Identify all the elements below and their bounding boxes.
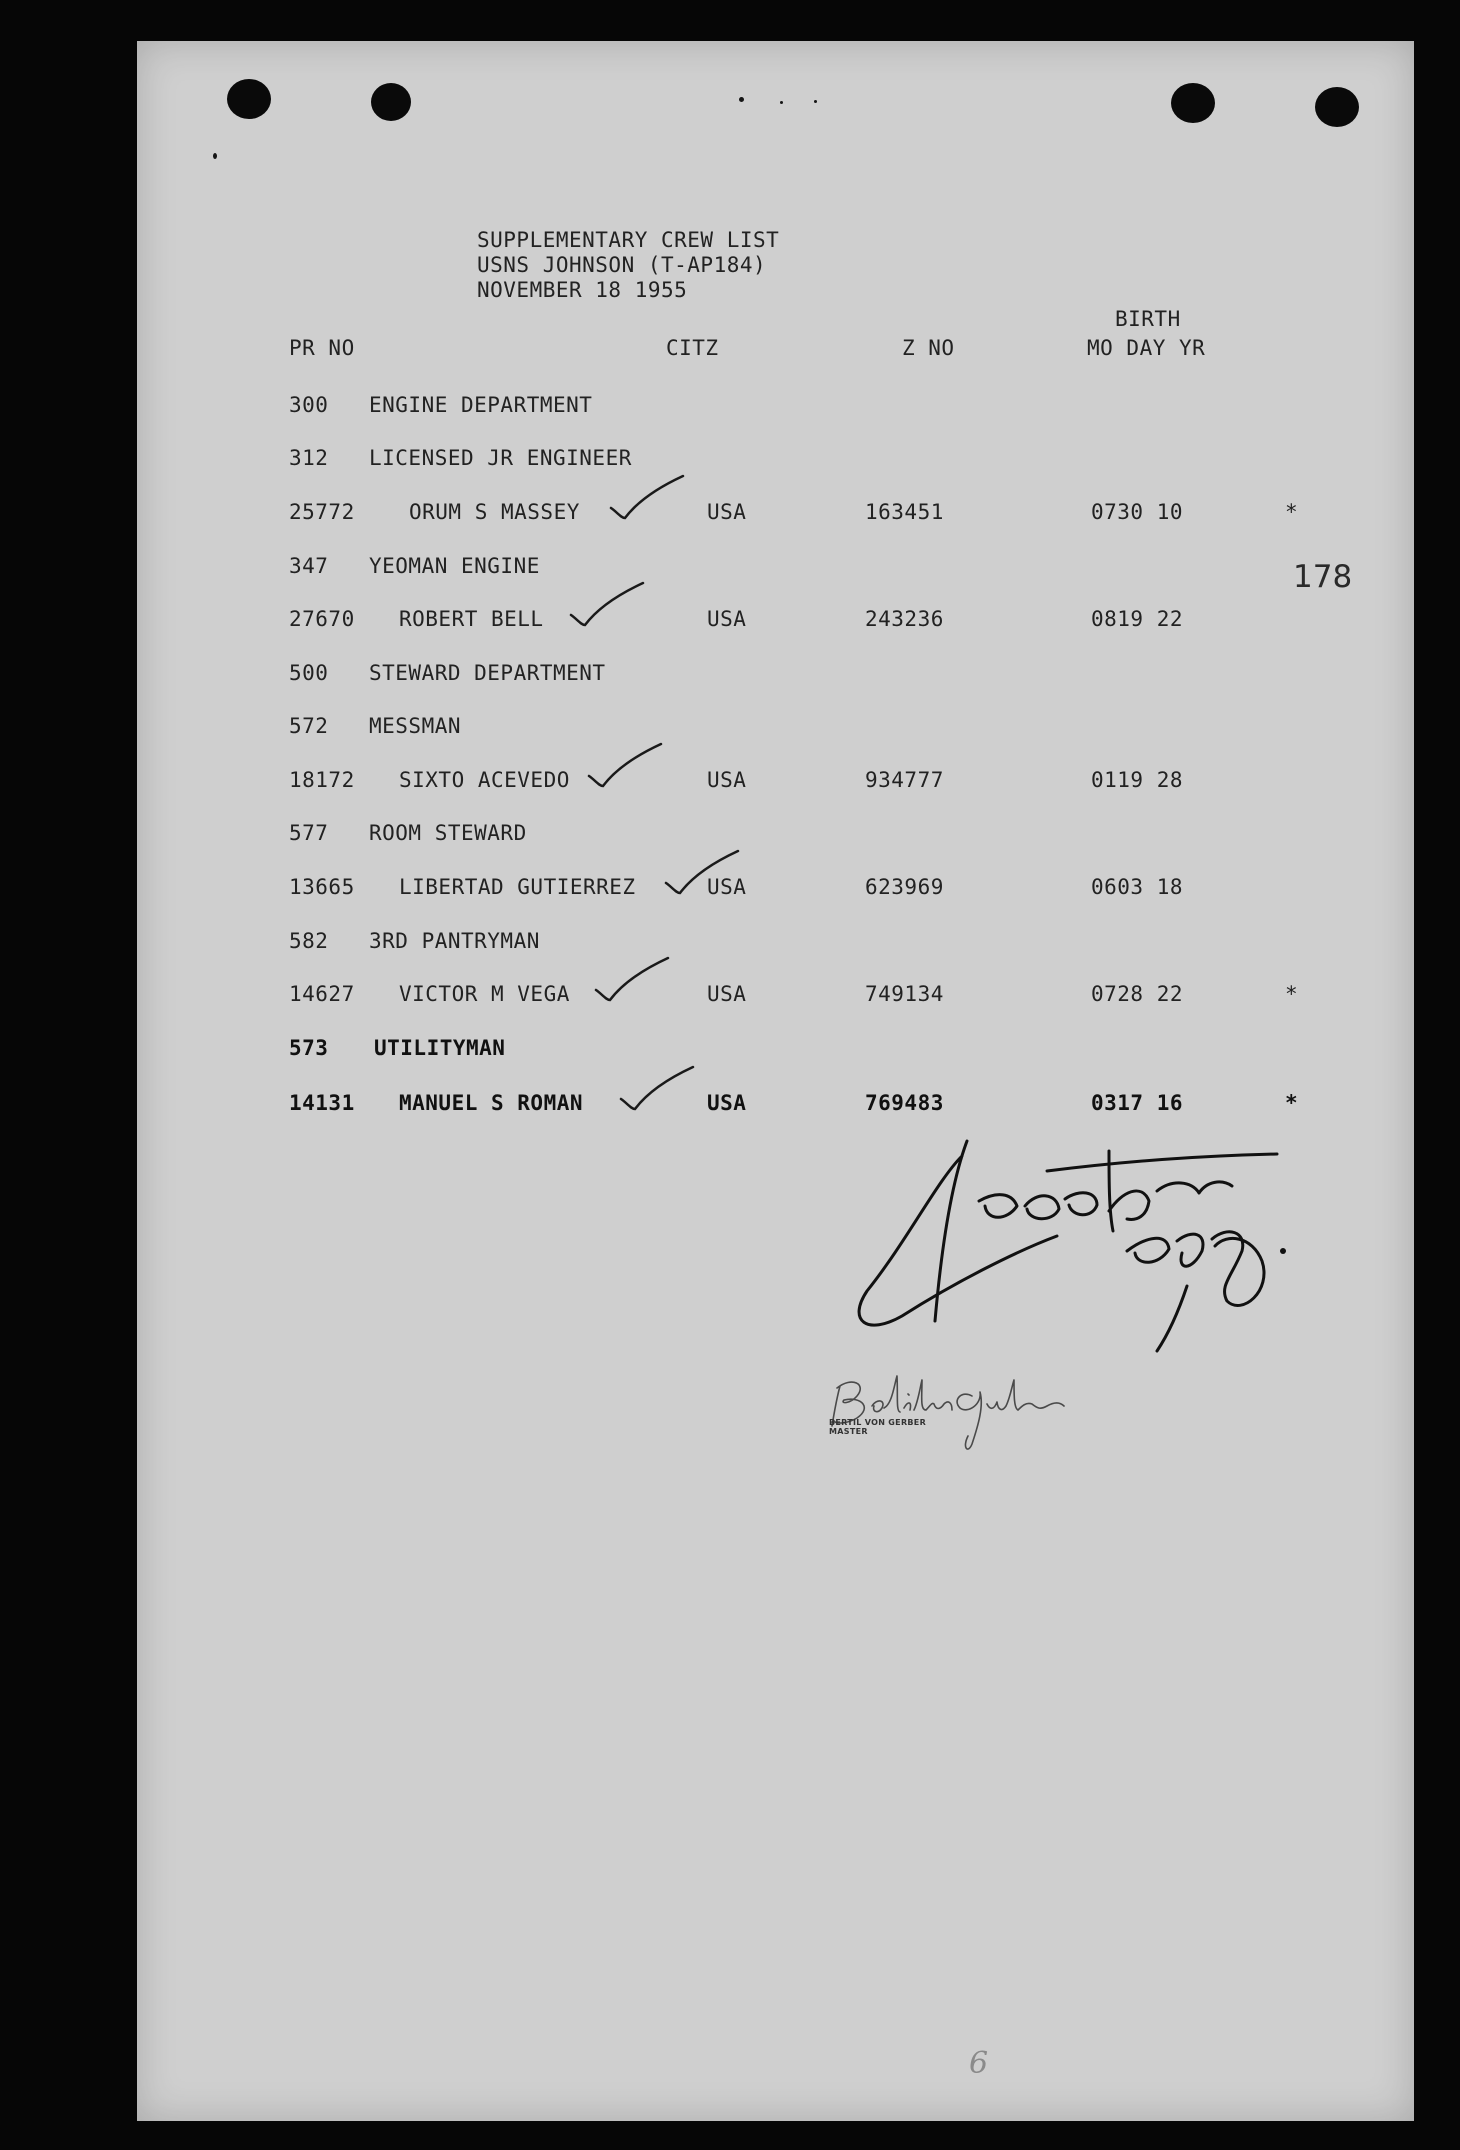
crew-star-mark: *: [1285, 1091, 1299, 1115]
crew-birth-date: 0730 10: [1091, 500, 1184, 524]
section-label: 3RD PANTRYMAN: [369, 929, 540, 953]
document-page: [137, 41, 1414, 2121]
crew-z-number: 749134: [865, 982, 944, 1006]
crew-citizenship: USA: [707, 1091, 747, 1115]
crew-star-mark: *: [1285, 500, 1299, 524]
speck: [213, 153, 217, 159]
crew-name: SIXTO ACEVEDO: [399, 768, 570, 792]
crew-name: VICTOR M VEGA: [399, 982, 570, 1006]
section-label: MESSMAN: [369, 714, 462, 738]
crew-z-number: 623969: [865, 875, 944, 899]
section-label: ENGINE DEPARTMENT: [369, 393, 593, 417]
section-code: 500: [289, 661, 329, 685]
page-number: 6: [969, 2046, 989, 2081]
section-label: UTILITYMAN: [374, 1036, 506, 1060]
title-line-1: SUPPLEMENTARY CREW LIST: [477, 228, 780, 252]
crew-z-number: 769483: [865, 1091, 944, 1115]
crew-citizenship: USA: [707, 500, 747, 524]
title-line-3: NOVEMBER 18 1955: [477, 278, 688, 302]
check-mark: [585, 740, 665, 790]
crew-citizenship: USA: [707, 982, 747, 1006]
master-printed-name: [829, 1418, 926, 1436]
crew-birth-date: 0603 18: [1091, 875, 1184, 899]
crew-citizenship: USA: [707, 875, 747, 899]
title-line-2: USNS JOHNSON (T-AP184): [477, 253, 767, 277]
punch-hole-2: [371, 83, 411, 121]
section-code: 577: [289, 821, 329, 845]
crew-citizenship: USA: [707, 607, 747, 631]
section-label: ROOM STEWARD: [369, 821, 527, 845]
crew-birth-date: 0317 16: [1091, 1091, 1184, 1115]
header-citz: CITZ: [666, 336, 719, 360]
crew-pr-number: 25772: [289, 500, 355, 524]
crew-pr-number: 18172: [289, 768, 355, 792]
section-code: 572: [289, 714, 329, 738]
section-label: STEWARD DEPARTMENT: [369, 661, 606, 685]
section-label: LICENSED JR ENGINEER: [369, 446, 632, 470]
header-pr-no: PR NO: [289, 336, 355, 360]
section-code: 582: [289, 929, 329, 953]
master-title-text: MASTER: [829, 1427, 868, 1436]
speck: [814, 100, 817, 103]
header-birth: BIRTH: [1115, 307, 1181, 331]
section-code: 312: [289, 446, 329, 470]
check-mark: [567, 579, 647, 629]
crew-name: MANUEL S ROMAN: [399, 1091, 584, 1115]
crew-name: ROBERT BELL: [399, 607, 544, 631]
crew-z-number: 163451: [865, 500, 944, 524]
speck: [739, 97, 744, 102]
handwritten-signature: [847, 1121, 1287, 1381]
crew-pr-number: 14131: [289, 1091, 355, 1115]
section-code: 300: [289, 393, 329, 417]
crew-z-number: 934777: [865, 768, 944, 792]
section-code: 347: [289, 554, 329, 578]
crew-pr-number: 27670: [289, 607, 355, 631]
master-signature: [822, 1366, 1092, 1466]
crew-pr-number: 13665: [289, 875, 355, 899]
master-name-text: BERTIL VON GERBER: [829, 1418, 927, 1427]
crew-birth-date: 0119 28: [1091, 768, 1184, 792]
crew-birth-date: 0728 22: [1091, 982, 1184, 1006]
header-birth-sub: MO DAY YR: [1087, 336, 1206, 360]
punch-hole-1: [227, 79, 271, 119]
crew-star-mark: *: [1285, 982, 1299, 1006]
punch-hole-4: [1315, 87, 1359, 127]
crew-z-number: 243236: [865, 607, 944, 631]
punch-hole-3: [1171, 83, 1215, 123]
crew-name: ORUM S MASSEY: [409, 500, 580, 524]
speck: [780, 101, 783, 104]
header-z-no: Z NO: [902, 336, 955, 360]
crew-pr-number: 14627: [289, 982, 355, 1006]
check-mark: [662, 847, 742, 897]
section-label: YEOMAN ENGINE: [369, 554, 540, 578]
check-mark: [592, 954, 672, 1004]
check-mark: [607, 472, 687, 522]
crew-citizenship: USA: [707, 768, 747, 792]
check-mark: [617, 1063, 697, 1113]
crew-birth-date: 0819 22: [1091, 607, 1184, 631]
folio-number: 178: [1293, 559, 1353, 595]
section-code: 573: [289, 1036, 329, 1060]
crew-name: LIBERTAD GUTIERREZ: [399, 875, 636, 899]
